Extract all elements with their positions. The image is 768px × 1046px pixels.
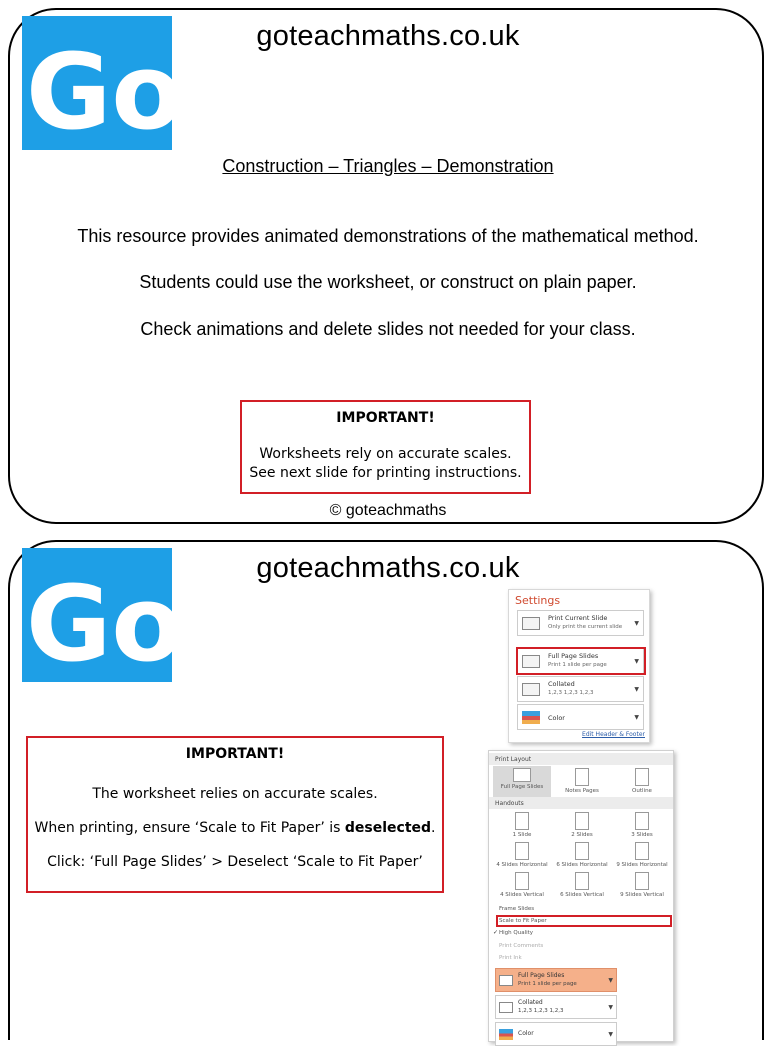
handout-label: 9 Slides Horizontal <box>616 862 668 868</box>
slide-1 <box>8 8 764 524</box>
notice-line-2-bold: deselected <box>344 820 432 836</box>
layout-label: Notes Pages <box>565 788 599 794</box>
collated-icon <box>499 1002 513 1013</box>
edit-header-footer-link[interactable]: Edit Header & Footer <box>582 731 645 738</box>
important-line-1: Worksheets rely on accurate scales. <box>259 446 512 462</box>
handout-label: 3 Slides <box>631 832 653 838</box>
handout-icon <box>515 872 529 890</box>
menu-frame-slides[interactable]: Frame Slides <box>499 906 535 912</box>
settings-panel <box>508 589 650 743</box>
option-sublabel: 1,2,3 1,2,3 1,2,3 <box>548 690 594 696</box>
option-label: Color <box>548 714 565 722</box>
slide-icon <box>499 975 513 986</box>
chevron-down-icon: ▼ <box>608 977 613 984</box>
important-title: IMPORTANT! <box>185 746 285 762</box>
highlight-outline <box>516 647 646 675</box>
handout-icon <box>515 812 529 830</box>
menu-print-comments[interactable]: Print Comments <box>499 943 544 949</box>
notice-line-1: The worksheet relies on accurate scales. <box>92 786 378 802</box>
important-line-2: See next slide for printing instructions. <box>249 465 522 481</box>
option-label: Collated <box>518 999 543 1006</box>
slide-icon <box>513 768 531 782</box>
color-option[interactable] <box>495 1022 617 1046</box>
option-sublabel: 1,2,3 1,2,3 1,2,3 <box>518 1008 564 1014</box>
full-page-slides-selected[interactable] <box>495 968 617 992</box>
site-title: goteachmaths.co.uk <box>256 20 520 52</box>
option-label: Print Current Slide <box>548 614 608 622</box>
intro-line-3: Check animations and delete slides not needed for your class. <box>140 319 636 339</box>
highlight-outline <box>496 915 672 927</box>
collated-option[interactable] <box>517 676 644 702</box>
handout-6-vertical[interactable] <box>553 870 611 906</box>
chevron-down-icon: ▼ <box>634 714 639 721</box>
menu-print-ink[interactable]: Print Ink <box>499 955 522 961</box>
option-label: Collated <box>548 680 575 688</box>
outline-icon <box>635 768 649 786</box>
option-sublabel: Print 1 slide per page <box>548 662 607 668</box>
settings-title: Settings <box>515 594 561 607</box>
site-title: goteachmaths.co.uk <box>256 552 520 584</box>
option-label: Full Page Slides <box>518 972 565 979</box>
printing-notice <box>26 736 444 893</box>
option-sublabel: Print 1 slide per page <box>518 981 577 987</box>
notice-line-2-end: . <box>431 820 436 836</box>
intro-line-1: This resource provides animated demonstrations of the mathematical method. <box>77 226 699 246</box>
color-icon <box>522 711 540 724</box>
handout-icon <box>635 842 649 860</box>
slide-icon <box>522 617 540 630</box>
notice-line-2-text: When printing, ensure ‘Scale to Fit Paper’ is <box>34 820 345 836</box>
check-icon: ✓ <box>493 929 499 936</box>
print-layout-panel <box>488 750 674 1042</box>
handout-label: 1 Slide <box>512 832 532 838</box>
important-notice <box>240 400 531 494</box>
important-title: IMPORTANT! <box>336 410 435 426</box>
color-option[interactable] <box>517 704 644 730</box>
notes-icon <box>575 768 589 786</box>
print-layout-title: Print Layout <box>489 753 673 765</box>
menu-high-quality[interactable]: High Quality <box>499 930 534 936</box>
handouts-title: Handouts <box>489 797 673 809</box>
option-label: Color <box>518 1030 534 1037</box>
handout-icon <box>575 872 589 890</box>
handout-icon <box>575 812 589 830</box>
handout-icon <box>575 842 589 860</box>
handout-icon <box>635 872 649 890</box>
slide-2 <box>8 540 764 1040</box>
copyright: © goteachmaths <box>329 502 447 519</box>
handout-label: 4 Slides Horizontal <box>496 862 548 868</box>
handout-label: 9 Slides Vertical <box>620 892 664 898</box>
print-current-slide-option[interactable] <box>517 610 644 636</box>
notice-line-2 <box>28 820 442 836</box>
logo-text: Go! <box>26 31 231 153</box>
layout-label: Full Page Slides <box>500 784 544 790</box>
menu-scale-to-fit-paper[interactable]: Scale to Fit Paper <box>499 918 547 924</box>
intro-line-2: Students could use the worksheet, or construct on plain paper. <box>139 272 637 292</box>
handout-label: 6 Slides Horizontal <box>556 862 608 868</box>
notice-line-3: Click: ‘Full Page Slides’ > Deselect ‘Scale to Fit Paper’ <box>47 854 423 870</box>
layout-label: Outline <box>632 788 652 794</box>
resource-heading: Construction – Triangles – Demonstration <box>222 156 554 176</box>
collated-option[interactable] <box>495 995 617 1019</box>
chevron-down-icon: ▼ <box>608 1031 613 1038</box>
handout-icon <box>635 812 649 830</box>
handout-label: 6 Slides Vertical <box>560 892 604 898</box>
chevron-down-icon: ▼ <box>634 620 639 627</box>
collated-icon <box>522 683 540 696</box>
color-icon <box>499 1029 513 1040</box>
handout-9-vertical[interactable] <box>613 870 671 906</box>
handout-4-vertical[interactable] <box>493 870 551 906</box>
handout-label: 2 Slides <box>571 832 593 838</box>
handout-label: 4 Slides Vertical <box>500 892 544 898</box>
handout-icon <box>515 842 529 860</box>
chevron-down-icon: ▼ <box>634 658 639 665</box>
chevron-down-icon: ▼ <box>608 1004 613 1011</box>
logo-text: Go! <box>26 563 231 685</box>
option-sublabel: Only print the current slide <box>548 624 623 630</box>
option-label: Full Page Slides <box>548 652 599 660</box>
chevron-down-icon: ▼ <box>634 686 639 693</box>
